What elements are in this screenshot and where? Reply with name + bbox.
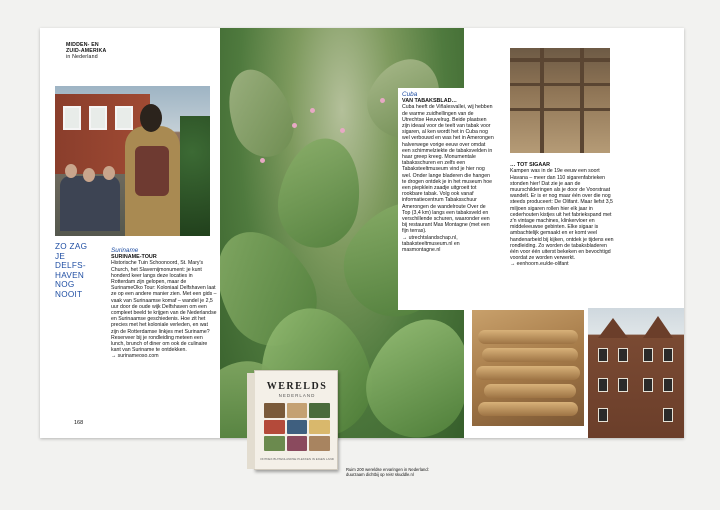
cuba-body: Cuba heeft de Viñalesvallei, wij hebben de warme zuidhellingen van de Utrechtse Heuvelrug. Beide plaatsen zijn ideaal voor de teelt van tabak voor sigaren, al ken wordt het in Cuba nog wel verbouwd en was het in Amerongen halverwege vorige eeuw over omdat een schimmelziekte de tabaksvelden in haar greep kreeg. Monumentale tabaksschuren en zelfs een Tabaksteeltmuseum vind je hier nog wel. Onder lange bladeren die hangen te drogen ontdek je in het museum hoe een piepklein zaadje uitgroeit tot rookbare tabak. Volg ook vanaf informatiecentrum Tabaksschuur Amerongen de wandelroute Over de Top (3,4 km) langs een tabaksveld en verschillende schuren, waaronder een bij restaurant Mas Montagne (met een fijn terras). [402, 104, 494, 235]
cuba-title: VAN TABAKSBLAD… [402, 98, 457, 104]
section-label-line3: in Nederland [66, 54, 98, 60]
suriname-kicker: Suriname [111, 247, 139, 254]
book-footer: ONTDEK BUITENLANDSE PLEKKEN IN EIGEN LAND [260, 457, 334, 461]
cuba-kicker: Cuba [402, 91, 418, 98]
sigaar-body: Kampen was in de 19e eeuw een soort Havana – meer dan 110 sigarenfabrieken stonden hier! Dat zie je aan de muurschilderingen als je door de Voorstraat wandelt. Er is er nog maar één over die nog steeds produceert: De Olifant. Maar liefst 3,5 miljoen sigaren rollen hier elk jaar in cederhouten kistjes uit het fabriekspand met z'n vintage machines, klinkervloer en middeleeuwse gebinten. Elke sigaar is ambachtelijk gemaakt en er komt veel handenarbeid bij kijken, ontdek je tijdens een rondleiding. Zo worden de tabaksbladeren één voor één uiterst bekeken en bevochtigd voordat ze worden verwerkt. [510, 168, 614, 262]
sigaar-article [510, 162, 614, 268]
book-title: WERELDS [266, 381, 328, 392]
page-headline: ZO ZAG JE DELFS-HAVEN NOG NOOIT [55, 242, 88, 299]
sigaar-link[interactable]: → eenhoorn.eu/de-olifant [510, 261, 569, 268]
suriname-article [111, 247, 217, 360]
page-number: 168 [74, 420, 84, 426]
delfshaven-tour-photo [55, 86, 210, 236]
section-label-line2: ZUID-AMERIKA [66, 48, 107, 54]
book-caption: Ruim 200 wereldse ervaringen in Nederland: duurzaam dichtbij op reis! skuddle.nl [346, 467, 429, 477]
suriname-body: Historische Tuin Schoonoord, St. Mary's Church, het Slavernijmonument: je kunt honderd keer langs deze locaties in Rotterdam zijn gelopen, maar de SurinameOko Tour: Koloniaal Delfshaven laat ze op een andere manier zien. Met een gids – vaak van Surinaamse komaf – wandel je 2,5 uur door de oude wijk Delfshaven om een compleet beeld te krijgen van de Nederlandse en Surinaamse geschiedenis. Hoe zit het precies met het koloniale verleden, en wat zijn de Rotterdamse linkjes met Suriname? Reserveer bij je rondleiding meteen een lunch, brunch of diner om ook de culinaire kant van Suriname te ontdekken. [111, 260, 217, 354]
tobacco-bales-photo [472, 310, 584, 426]
section-label [66, 42, 106, 60]
section-label-line1: MIDDEN- EN [66, 42, 99, 48]
suriname-link[interactable]: → surinameoso.com [111, 353, 159, 360]
book-subtitle: NEDERLAND [278, 393, 316, 398]
cigar-factory-facade-photo [588, 308, 684, 438]
suriname-title: SURINAME-TOUR [111, 254, 157, 260]
tobacco-barn-photo [510, 48, 610, 153]
magazine-spread [40, 28, 684, 438]
sigaar-title: … TOT SIGAAR [510, 162, 551, 168]
book-spine [247, 373, 255, 469]
cuba-article [398, 88, 498, 310]
cuba-link[interactable]: → utrechtslandschap.nl, tabaksteeltmuseum.nl en masmontagne.nl [402, 234, 460, 254]
book-cover [254, 370, 338, 470]
book-photo-grid [264, 403, 330, 451]
